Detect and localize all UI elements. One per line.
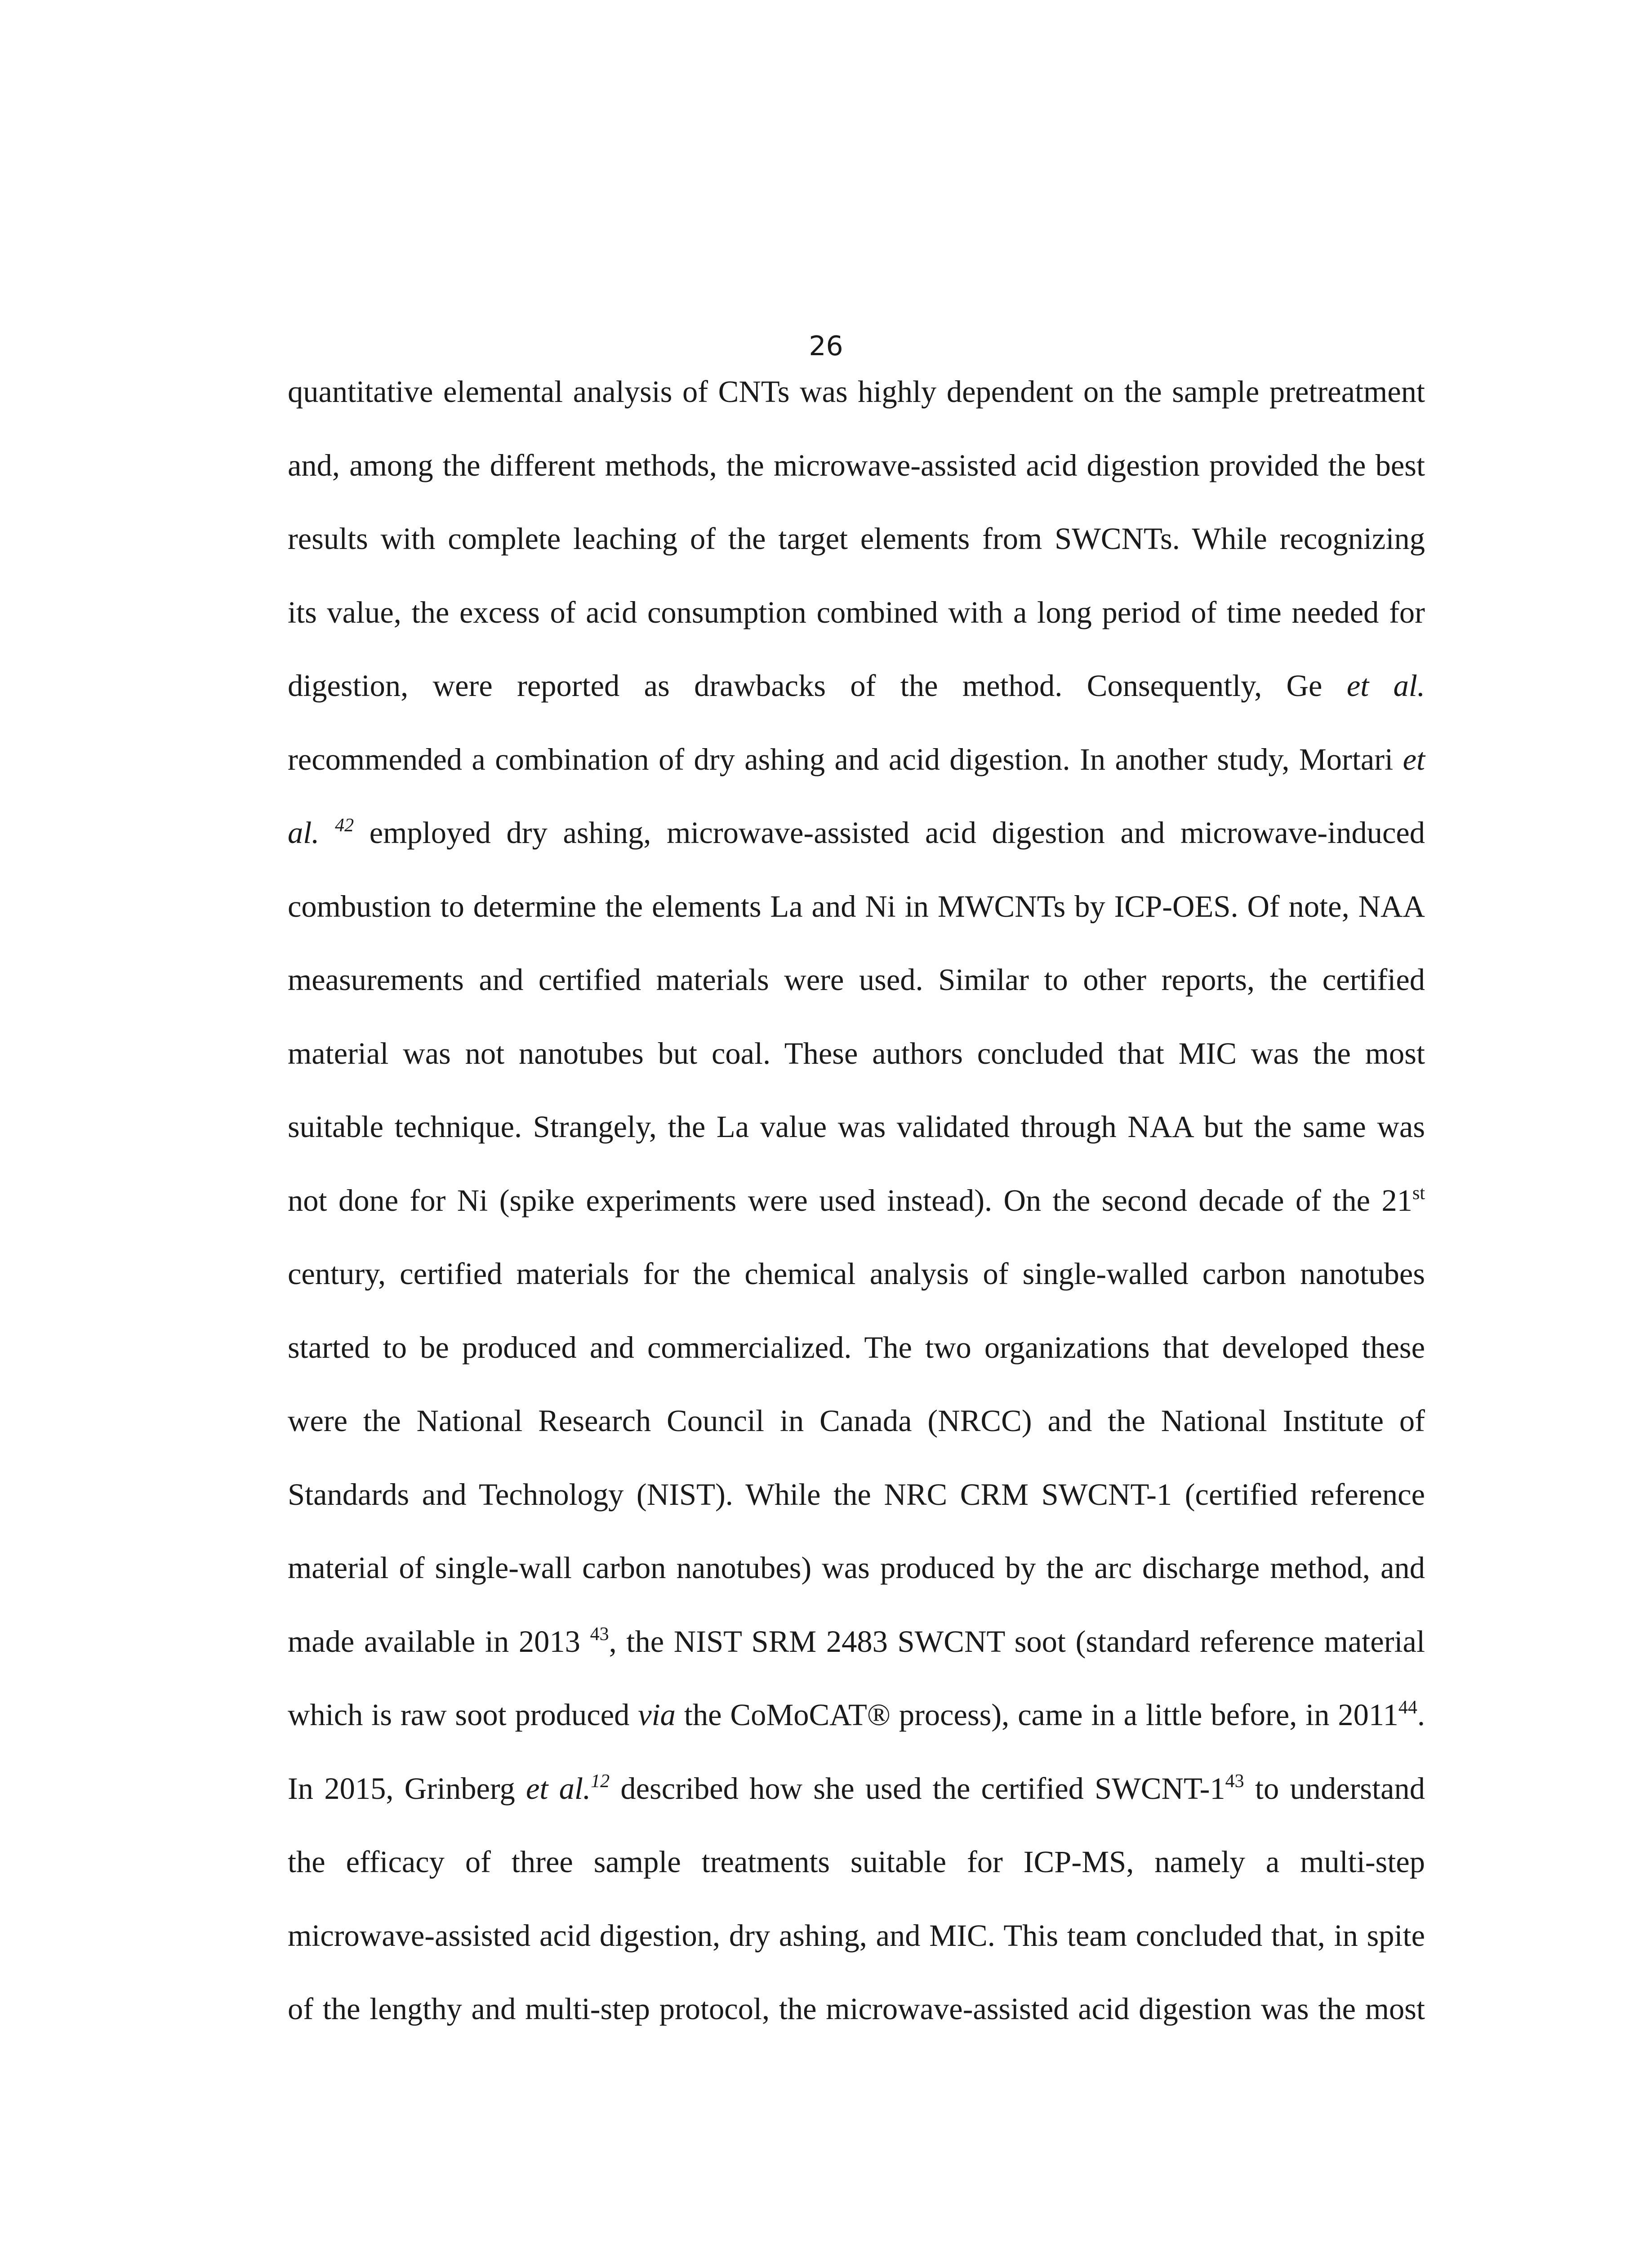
text-line-19 [288, 1678, 1425, 1752]
ordinal-superscript: st [1412, 1182, 1425, 1204]
italic-text: et al. [526, 1771, 591, 1806]
text-line-18 [288, 1605, 1425, 1679]
text-run: digestion, were reported as drawbacks of the method. Consequently, Ge [288, 669, 1322, 703]
citation-superscript: 44 [1398, 1697, 1417, 1718]
text-line-22: microwave-assisted acid digestion, dry ashing, and MIC. This team concluded that, in spite [288, 1918, 1425, 1953]
text-run: In 2015, Grinberg [288, 1771, 515, 1806]
text-line-2: and, among the different methods, the microwave-assisted acid digestion provided the best [288, 448, 1425, 482]
citation-number: 42 [335, 815, 354, 836]
text-line-11: suitable technique. Strangely, the La value was validated through NAA but the same was [288, 1110, 1425, 1144]
page-number: 26 [809, 330, 843, 362]
text-line-1: quantitative elemental analysis of CNTs was highly dependent on the sample pretreatment [288, 375, 1425, 409]
text-run: , the NIST SRM 2483 SWCNT soot (standard reference material [609, 1624, 1425, 1659]
text-run: to understand [1255, 1771, 1425, 1806]
citation-superscript [335, 815, 354, 836]
text-run: made available in 2013 [288, 1624, 580, 1659]
text-line-7 [288, 796, 1425, 870]
citation-superscript: 43 [590, 1624, 609, 1645]
citation-number: 12 [591, 1771, 610, 1792]
text-run: described how she used the certified SWCNT-1 [620, 1771, 1225, 1806]
text-line-16: Standards and Technology (NIST). While the NRC CRM SWCNT-1 (certified reference [288, 1477, 1425, 1512]
text-run: not done for Ni (spike experiments were used instead). On the second decade of the 21 [288, 1183, 1412, 1218]
text-line-23: of the lengthy and multi-step protocol, the microwave-assisted acid digestion was the most [288, 1992, 1425, 2026]
text-run: employed dry ashing, microwave-assisted acid digestion and microwave-induced [369, 816, 1425, 850]
text-line-21: the efficacy of three sample treatments suitable for ICP-MS, namely a multi-step [288, 1845, 1425, 1879]
text-line-15: were the National Research Council in Canada (NRCC) and the National Institute of [288, 1404, 1425, 1438]
italic-text: via [638, 1698, 676, 1732]
text-line-6 [288, 723, 1425, 797]
text-line-5 [288, 649, 1425, 723]
text-run: the CoMoCAT® process), came in a little before, in 2011 [684, 1698, 1398, 1732]
text-line-13: century, certified materials for the chemical analysis of single-walled carbon nanotubes [288, 1257, 1425, 1291]
italic-text: al. [288, 816, 320, 850]
citation-superscript: 43 [1225, 1771, 1244, 1792]
text-line-12 [288, 1164, 1425, 1238]
text-run: . [1417, 1698, 1425, 1732]
italic-text: et [1403, 742, 1425, 776]
text-run: which is raw soot produced [288, 1698, 630, 1732]
text-line-10: material was not nanotubes but coal. These authors concluded that MIC was the most [288, 1036, 1425, 1070]
text-line-14: started to be produced and commercialized. The two organizations that developed these [288, 1330, 1425, 1365]
text-run: recommended a combination of dry ashing and acid digestion. In another study, Mortari [288, 742, 1394, 776]
text-line-3: results with complete leaching of the target elements from SWCNTs. While recognizing [288, 522, 1425, 556]
body-paragraph [288, 355, 1425, 2046]
text-line-9: measurements and certified materials were used. Similar to other reports, the certified [288, 963, 1425, 997]
citation-superscript [591, 1771, 610, 1792]
text-line-17: material of single-wall carbon nanotubes) was produced by the arc discharge method, and [288, 1551, 1425, 1585]
text-line-4: its value, the excess of acid consumption combined with a long period of time needed for [288, 595, 1425, 629]
italic-text: et al. [1346, 669, 1425, 703]
text-line-20 [288, 1752, 1425, 1826]
text-line-8: combustion to determine the elements La and Ni in MWCNTs by ICP-OES. Of note, NAA [288, 889, 1425, 923]
